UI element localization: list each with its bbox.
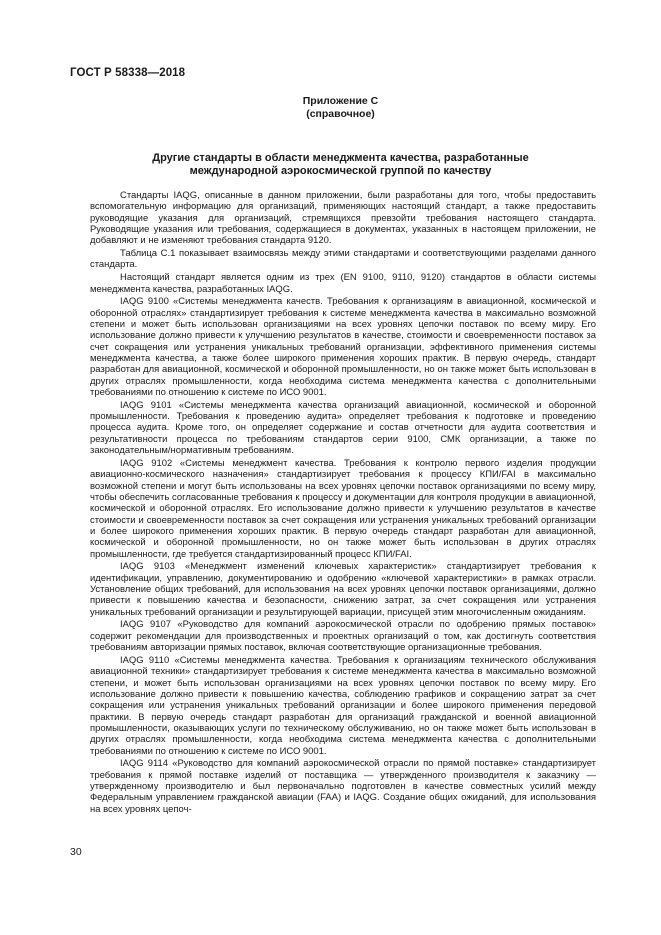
annex-title: Приложение С bbox=[302, 95, 379, 107]
document-header: ГОСТ Р 58338—2018 bbox=[70, 67, 186, 79]
section-title-line-1: Другие стандарты в области менеджмента качества, разработанные bbox=[152, 152, 529, 164]
section-title bbox=[90, 152, 591, 178]
paragraph-standards-overview: Настоящий стандарт является одним из трех (EN 9100, 9110, 9120) стандартов в области системы менеджмента качества, разработанных IAQG. bbox=[90, 272, 596, 295]
paragraph-table-reference: Таблица С.1 показывает взаимосвязь между этими стандартами и соответствующими разделами данного стандарта. bbox=[90, 248, 596, 271]
paragraph-iaqg-9103: IAQG 9103 «Менеджмент изменений ключевых характеристик» стандартизирует требования к идентификации, управлению, документированию и одобрению «ключевой характеристики» в рамках отрасли. Установление общих требований, для использования на всех уровнях цепочки поставок организациями, должно привести к повышению качества и безопасности, снижению затрат, за счет сокращения или устранения уникальных требований организации и результирующей вариации, присущей этим многочисленным ожиданиям. bbox=[90, 561, 596, 618]
page-number: 30 bbox=[70, 846, 82, 858]
paragraph-iaqg-9100: IAQG 9100 «Системы менеджмента качеств. Требования к организациям в авиационной, космической и оборонной отраслях» стандартизирует требования к системе менеджмента качества в максимально возможной степени и может быть использован организациями на всех уровнях цепочки поставок по всему миру. Его использование должно привести к улучшению результатов в качестве, стоимости и своевременности поставок за счет сокращения или устранения уникальных требований организации, эффективного применения системы менеджмента качества, а также более широкого применения хороших практик. В первую очередь, стандарт разработан для авиационной, космической и оборонной промышленности, но он также может быть использован в других отраслях промышленности, когда необходима система менеджмента качества с дополнительными требованиями по отношению к системе по ИСО 9001. bbox=[90, 296, 596, 399]
paragraph-iaqg-9110: IAQG 9110 «Системы менеджмента качества. Требования к организациям технического обслуживания авиационной техники» стандартизирует требования к системе менеджмента качества в максимально возможной степени, и может быть использован организациями на всех уровнях цепочки поставок по всему миру. Его использование должно привести к повышению качества, соблюдению графиков и сокращению затрат за счет сокращения или устранения уникальных требований организации и более широкого применения передовой практики. В первую очередь стандарт разработан для организаций гражданской и военной авиационной промышленности, оказывающих услуги по техническому обслуживанию, но он также может быть использован в других отраслях промышленности, когда необходима система менеджмента качества с дополнительными требованиями по отношению к системе по ИСО 9001. bbox=[90, 654, 596, 757]
annex-heading bbox=[0, 95, 661, 121]
paragraph-iaqg-9107: IAQG 9107 «Руководство для компаний аэрокосмической отрасли по одобрению прямых поставок» содержит рекомендации для производственных и проектных организаций о том, как достигнуть соответствия требованиям авторизации прямых поставок, включая соответствующие организационные требования. bbox=[90, 619, 596, 654]
paragraph-iaqg-9114: IAQG 9114 «Руководство для компаний аэрокосмической отрасли по прямой поставке» стандартизирует требования к прямой поставке изделий от поставщика — утвержденного производителя к заказчику — утвержденному производителю и был первоначально подготовлен в качестве совместных усилий между Федеральным управлением гражданской авиации (FAA) и IAQG. Создание общих ожиданий, для использования на всех уровнях цепоч- bbox=[90, 758, 596, 815]
paragraph-iaqg-9102: IAQG 9102 «Системы менеджмент качества. Требования к контролю первого изделия продукции авиационно-космического назначения» стандартизирует требования к процессу КПИ/FAI в максимально возможной степени и могут быть использованы на всех уровнях цепочки поставок организациями по всему миру, чтобы обеспечить согласованные требования к процессу и документации для контроля продукции в авиационной, космической и оборонной отраслях. Его использование должно привести к улучшению результатов в качестве стоимости и своевременности поставок за счет сокращения или устранения уникальных требований организации и более широкого применения хороших практик. В первую очередь стандарт разработан для авиационной, космической и оборонной промышленности, но он также может быть использован в других отраслях промышленности, где требуется стандартизированный процесс КПИ/FAI. bbox=[90, 457, 596, 560]
paragraph-intro: Стандарты IAQG, описанные в данном приложении, были разработаны для того, чтобы предоставить вспомогательную информацию для организаций, применяющих настоящий стандарт, а также предоставить руководящие указания для организаций, стремящихся превзойти требования настоящего стандарта. Руководящие указания или требования, содержащиеся в документах, указанных в настоящем приложении, не добавляют и не изменяют требования стандарта 9120. bbox=[90, 190, 596, 247]
annex-subtitle: (справочное) bbox=[306, 108, 375, 120]
paragraph-iaqg-9101: IAQG 9101 «Системы менеджмента качества организаций авиационной, космической и оборонной промышленности. Требования к проведению аудита» определяет требования к подготовке и проведению процесса аудита. Кроме того, он определяет содержание и состав отчетности для аудита соответствия и результативности процесса по требованиям стандартов серии 9100, СМК организации, а также по законодательным/нормативным требованиям. bbox=[90, 399, 596, 457]
section-title-line-2: международной аэрокосмической группой по качеству bbox=[189, 165, 492, 177]
body-text bbox=[90, 190, 596, 816]
